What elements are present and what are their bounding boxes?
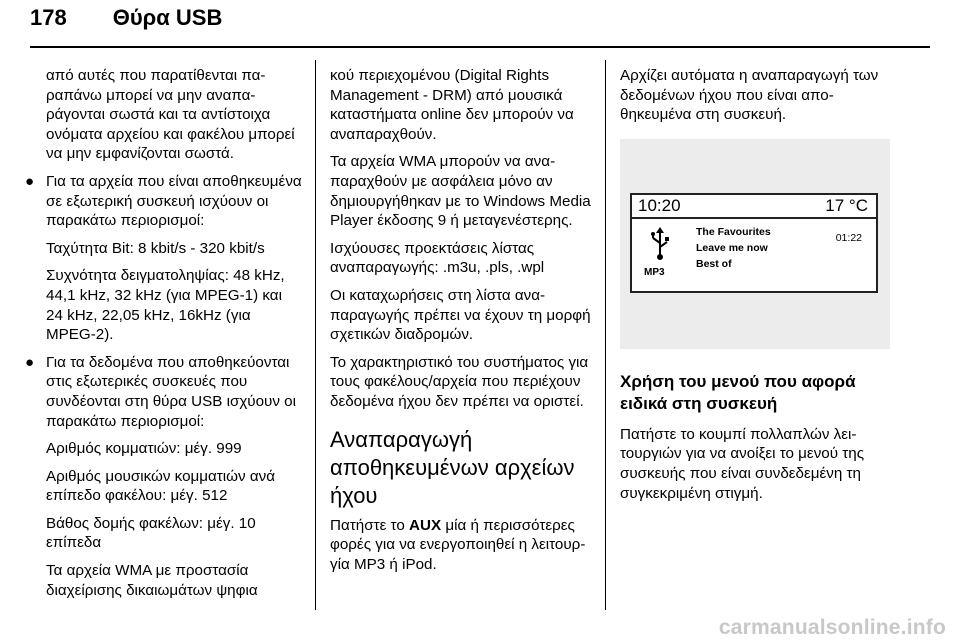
column-divider (605, 60, 606, 610)
column-divider (315, 60, 316, 610)
paragraph: Τα αρχεία WMA με προστασία διαχείρισης δικαιωμάτων ψηφια (46, 562, 258, 599)
column-middle (330, 66, 592, 582)
bullet-icon: ● (25, 353, 35, 371)
screen-status-bar (632, 195, 876, 219)
column-right (620, 66, 890, 511)
paragraph: Βάθος δομής φακέλων: μέγ. 10 επίπεδα (46, 514, 256, 552)
paragraph: Ταχύτητα Bit: 8 kbit/s - 320 kbit/s (46, 239, 265, 257)
aux-key-label: AUX (409, 516, 442, 534)
paragraph: Για τα αρχεία που είναι αποθηκευμένα σε εξωτερική συσκευή ισχύουν οι παρακάτω περιορισμοί: (46, 172, 302, 230)
paragraph: Πατήστε το κουμπί πολλαπλών λειτουργιών για να ανοίξει το μενού της συσκευής που είναι συνδεδεμένη τη συγκεκριμένη στιγμή. (620, 425, 865, 502)
section-heading: Αναπαραγωγή αποθηκευμένων αρχείων ήχου (330, 426, 575, 508)
track-title: Best of (696, 257, 732, 270)
paragraph: Οι καταχωρήσεις στη λίστα αναπαραγωγής πρέπει να έχουν τη μορφή σχετικών διαδρομών. (330, 286, 591, 344)
paragraph: Αρχίζει αυτόματα η αναπαραγωγή των δεδομένων ήχου που είναι αποθηκευμένα στη συσκευή. (620, 67, 879, 124)
infotainment-screen (630, 193, 878, 293)
text: Πατήστε το (330, 516, 410, 534)
paragraph: από αυτές που παρατίθενται παραπάνω μπορεί να μην αναπαράγονται σωστά και τα αντίστοιχα ονόματα αρχείου και φακέλου μπορεί να μην εμφανίζονται σωστά. (46, 67, 295, 163)
paragraph: κού περιεχομένου (Digital Rights Management - DRM) από μουσικά καταστήματα online δεν μπορούν να αναπαραχθούν. (330, 67, 574, 143)
paragraph: Συχνότητα δειγματοληψίας: 48 kHz, 44,1 kHz, 32 kHz (για MPEG-1) και 24 kHz, 22,05 kHz, 16kHz (για MPEG-2). (46, 267, 285, 344)
bullet-icon: ● (25, 172, 35, 190)
page-number: 178 (30, 5, 67, 30)
track-title: Leave me now (696, 241, 768, 254)
paragraph: Αριθμός κομματιών: μέγ. 999 (46, 440, 242, 458)
header-divider (30, 46, 930, 48)
paragraph (330, 516, 592, 575)
page-header (30, 4, 930, 52)
bullet-item (25, 353, 302, 601)
bullet-item (25, 172, 302, 345)
paragraph: Τα αρχεία WMA μπορούν να αναπαραχθούν με ασφάλεια μόνο αν δημιουργήθηκαν με το Windows Media Player έκδοσης 9 ή μεταγενέστερης. (330, 153, 591, 230)
temperature-readout: 17 °C (825, 195, 868, 215)
section-heading: Χρήση του μενού που αφορά ειδικά στη συσκευή (620, 371, 856, 413)
chapter-title: Θύρα USB (112, 5, 223, 30)
elapsed-time: 01:22 (835, 231, 862, 244)
track-title: The Favourites (696, 225, 771, 238)
paragraph: Το χαρακτηριστικό του συστήματος για τους φακέλους/αρχεία που περιέχουν δεδομένα ήχου δεν πρέπει να οριστεί. (330, 353, 589, 410)
usb-icon (648, 227, 672, 261)
text: μία ή περισσότερες φορές για να ενεργοποιηθεί η λειτουργία MP3 ή iPod. (330, 516, 586, 573)
display-illustration (620, 139, 890, 349)
paragraph: Για τα δεδομένα που αποθηκεύονται στις εξωτερικές συσκευές που συνδέονται στη θύρα USB ισχύουν οι παρακάτω περιορισμοί: (46, 353, 296, 430)
paragraph: Αριθμός μουσικών κομματιών ανά επίπεδο φακέλου: μέγ. 512 (46, 467, 275, 505)
watermark: carmanualsonline.info (718, 616, 946, 639)
paragraph: Ισχύουσες προεκτάσεις λίστας αναπαραγωγής: .m3u, .pls, .wpl (330, 239, 545, 277)
column-left (25, 66, 302, 608)
clock-readout: 10:20 (638, 195, 681, 215)
source-label: MP3 (644, 266, 665, 278)
